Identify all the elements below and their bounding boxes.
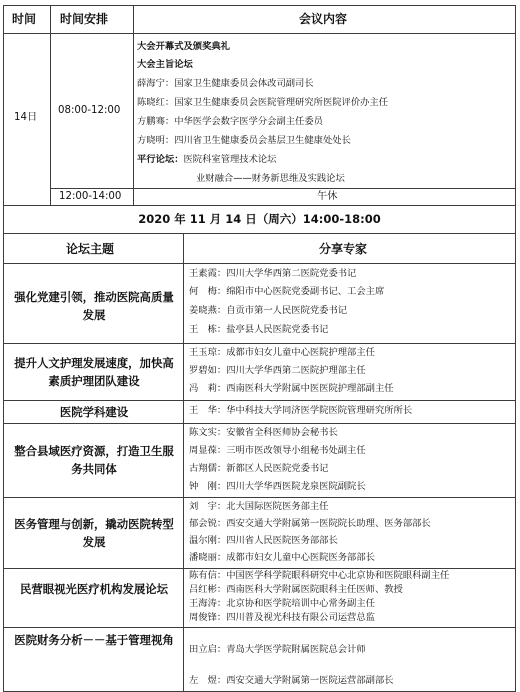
forum-1-expert-3: 姜晓燕：自贡市第一人民医院党委书记 (189, 305, 348, 316)
col-divider-time (50, 5, 51, 205)
forum-6-expert-2: 吕红彬：西南医科大学附属医院眼科主任医师、教授 (189, 584, 403, 595)
morning-line-4: 陈晓红：国家卫生健康委员会医院管理研究所医院评价办主任 (137, 97, 389, 108)
forum-topic-3: 医院学科建设 (59, 405, 129, 419)
table-border-top (3, 5, 516, 6)
header-content: 会议内容 (299, 12, 348, 26)
noon-content: 午休 (317, 191, 338, 202)
parallel-forum-1: 医院科室管理技术论坛 (183, 154, 277, 165)
afternoon-title-bottom-line (3, 233, 516, 234)
morning-time: 08:00-12:00 (58, 105, 121, 116)
forum-1-bottom-line (3, 343, 516, 344)
parallel-forum-label: 平行论坛： (137, 154, 184, 165)
noon-bottom-line (3, 205, 516, 206)
conference-schedule-table (3, 0, 516, 692)
day-label: 14日 (14, 112, 38, 123)
forum-5-expert-3: 温尔刚：四川省人民医院医务部部长 (189, 535, 338, 546)
col-divider-schedule (133, 5, 134, 205)
forum-6-expert-4: 周俊锋：四川普及视光科技有限公司运营总监 (189, 612, 375, 623)
morning-line-6: 方晓明：四川省卫生健康委员会基层卫生健康处处长 (137, 135, 351, 146)
forum-4-expert-4: 钟 刚：四川大学华西医院龙泉医院副院长 (189, 481, 366, 492)
noon-time: 12:00-14:00 (59, 191, 122, 202)
forum-topic-1: 强化党建引领，推动医院高质量发展 (14, 290, 174, 322)
morning-line-5: 方鹏骞：中华医学会数字医学分会副主任委员 (137, 116, 323, 127)
parallel-forum-2: 业财融合——财务新思维及实践论坛 (196, 173, 345, 184)
morning-line-1: 大会开幕式及颁奖典礼 (137, 41, 230, 52)
forum-4-expert-1: 陈文实：安徽省全科医师协会秘书长 (189, 427, 338, 438)
parallel-forum-line (137, 155, 276, 164)
forum-1-expert-2: 何 梅：绵阳市中心医院党委副书记、工会主席 (189, 286, 385, 297)
forum-7-expert-2: 左 煜：西安交通大学附属第一医院运营部副部长 (189, 675, 394, 686)
header-time: 时间 (12, 12, 37, 26)
afternoon-header-bottom-line (3, 263, 516, 264)
forum-6-bottom-line (3, 627, 516, 628)
forum-1-expert-1: 王素霞：四川大学华西第二医院党委书记 (189, 268, 357, 279)
forum-topic-2: 提升人文护理发展速度，加快高素质护理团队建设 (14, 356, 174, 388)
forum-2-expert-1: 王玉琼：成都市妇女儿童中心医院护理部主任 (189, 347, 375, 358)
forum-2-bottom-line (3, 400, 516, 401)
forum-topic-6: 民营眼视光医疗机构发展论坛 (19, 582, 169, 596)
forum-5-expert-2: 郁会锐：西安交通大学附属第一医院院长助理、医务部部长 (189, 518, 431, 529)
afternoon-header-experts: 分享专家 (319, 242, 368, 256)
forum-6-expert-1: 陈有信：中国医学科学院眼科研究中心北京协和医院眼科副主任 (189, 570, 450, 581)
forum-4-expert-2: 周显葆：三明市医改领导小组秘书处副主任 (189, 445, 366, 456)
morning-line-3: 薛海宁：国家卫生健康委员会体改司副司长 (137, 78, 314, 89)
forum-7-expert-1: 田立启：青岛大学医学院附属医院总会计师 (189, 644, 366, 655)
forum-5-bottom-line (3, 568, 516, 569)
forum-topic-4: 整合县域医疗资源，打造卫生服务共同体 (14, 444, 174, 476)
header-bottom-line (3, 33, 516, 34)
forum-2-expert-2: 罗碧如：四川大学华西第二医院护理部主任 (189, 365, 366, 376)
forum-1-expert-4: 王 栋：盐亭县人民医院党委书记 (189, 324, 329, 335)
forum-5-expert-1: 刘 宇：北大国际医院医务部主任 (189, 501, 329, 512)
afternoon-header-topic: 论坛主题 (66, 242, 115, 256)
forum-2-expert-3: 冯 莉：西南医科大学附属中医医院护理部副主任 (189, 383, 394, 394)
forum-4-bottom-line (3, 497, 516, 498)
forum-3-bottom-line (3, 423, 516, 424)
forum-6-expert-3: 王海涛：北京协和医学院培训中心常务副主任 (189, 598, 375, 609)
morning-line-2: 大会主旨论坛 (137, 59, 193, 70)
forum-3-expert-1: 王 华：华中科技大学同济医学院医院管理研究所所长 (189, 405, 413, 416)
table-border-right (515, 5, 516, 692)
forum-topic-7: 医院财务分析－－基于管理视角 (14, 633, 174, 647)
forum-4-expert-3: 古翔儒：新都区人民医院党委书记 (189, 463, 329, 474)
morning-bottom-line (50, 188, 516, 189)
forum-topic-5: 医务管理与创新，撬动医院转型发展 (14, 517, 174, 549)
afternoon-title: 2020 年 11 月 14 日（周六）14:00-18:00 (138, 212, 381, 226)
table-border-left (3, 5, 4, 692)
forum-5-expert-4: 潘晓丽：成都市妇女儿童中心医院医务部部长 (189, 552, 375, 563)
col-divider-topic (183, 233, 184, 692)
header-schedule: 时间安排 (60, 12, 109, 26)
